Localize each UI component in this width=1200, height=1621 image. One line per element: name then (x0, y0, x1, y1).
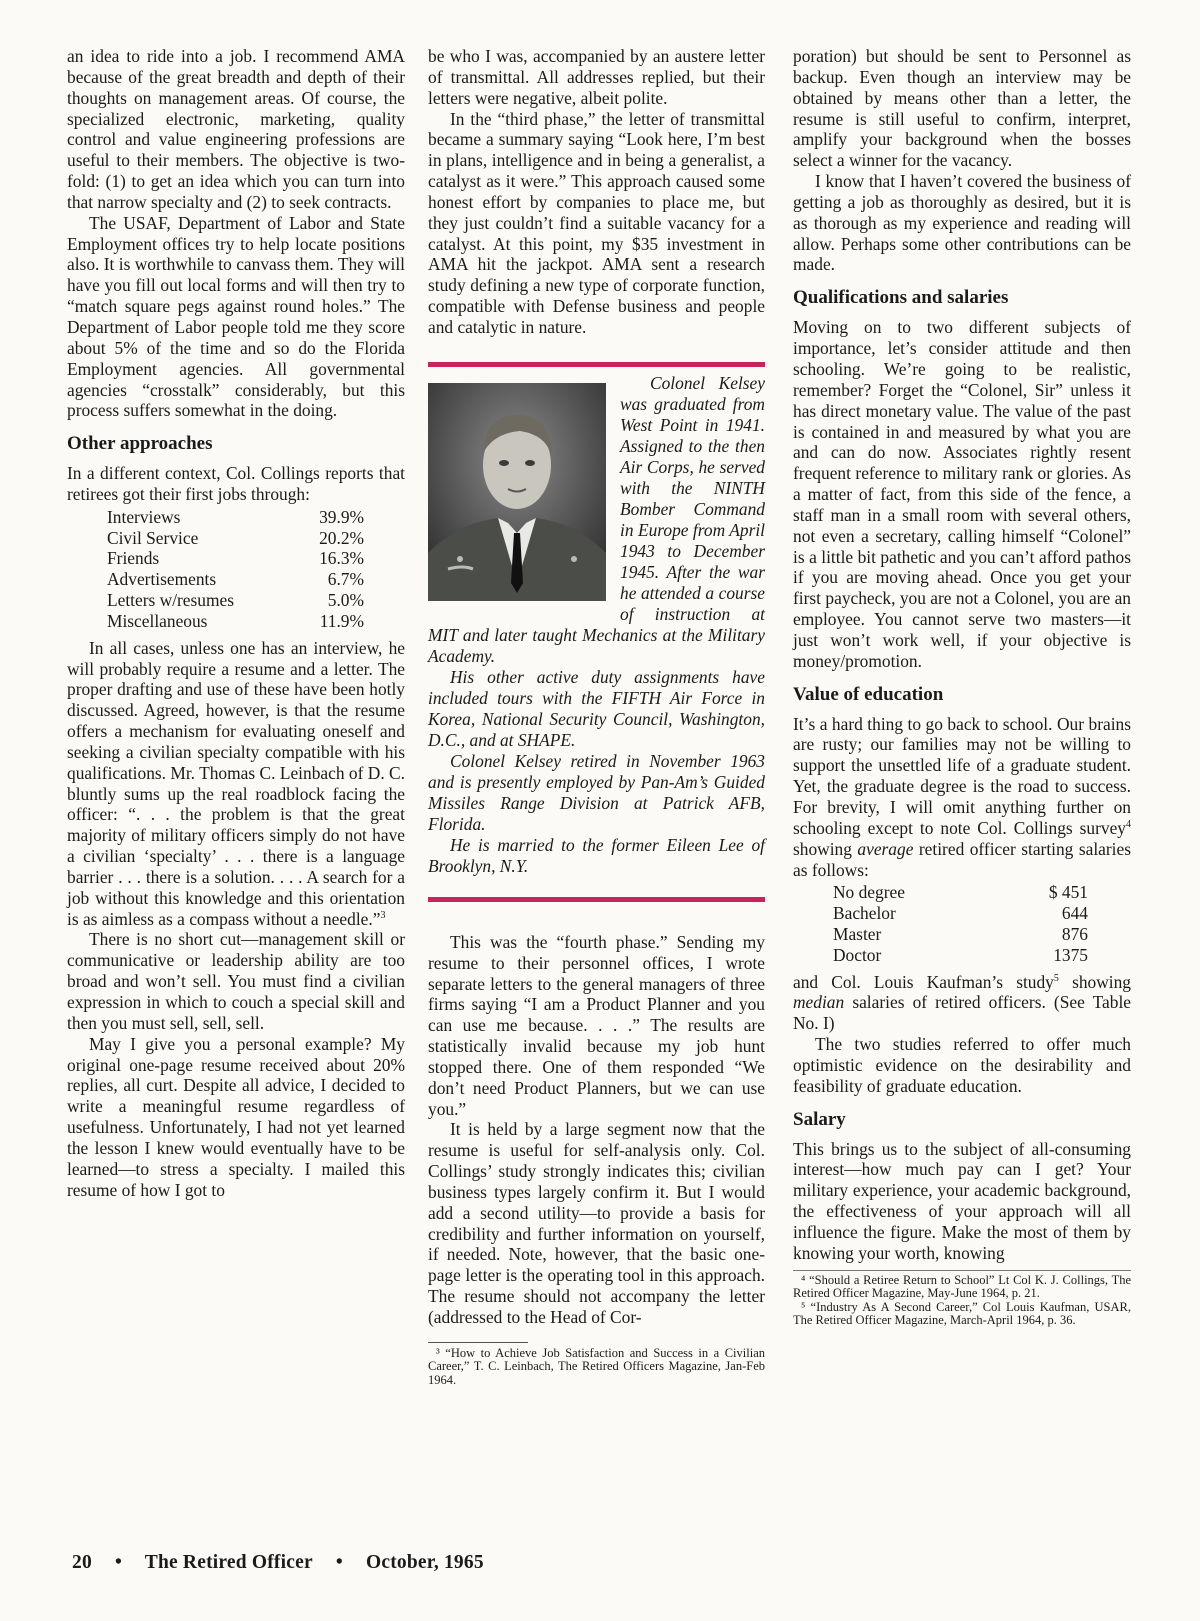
stat-label: Civil Service (107, 527, 199, 548)
footnote-text: ³ “How to Achieve Job Satisfaction and Success in a Civilian Career,” T. C. Leinbach, The Retired Officers Magazine, Jan-Feb 1964. (428, 1345, 765, 1387)
paragraph-text: In all cases, unless one has an interview, he will probably require a resume and a letter. The proper drafting and use of these have been hotly discussed. Agreed, however, is that the resume offers a mechanism for evaluating oneself and seeking a civilian specialty compatible with his qualifications. Mr. Thomas C. Leinbach of D. C. bluntly sums up the real roadblock facing the officer: “. . . the problem is that the great majority of military officers simply do not have a civilian ‘specialty’ . . . there is a language barrier . . . there is a solution. . . . A search for a job without this knowledge and this orientation is as aimless as a compass without a needle.” (67, 637, 405, 929)
salary-label: Bachelor (833, 903, 896, 924)
table-row (107, 507, 364, 528)
page-footer (72, 1552, 502, 1574)
paragraph (793, 714, 1131, 881)
emphasis: average (857, 838, 914, 859)
salary-label: Master (833, 923, 882, 944)
section-heading: Salary (793, 1108, 846, 1130)
paragraph-text: showing (1058, 971, 1132, 992)
paragraph: The two studies referred to offer much optimistic evidence on the desirability and feasibility of graduate education. (793, 1034, 1131, 1096)
table-row (107, 528, 364, 549)
paragraph: I know that I haven’t covered the business of getting a job as thoroughly as desired, but it is as thorough as my experience and reading will allow. Perhaps some other contributions can be made. (793, 171, 1131, 275)
paragraph: This was the “fourth phase.” Sending my resume to their personnel offices, I wrote separate letters to the general managers of three firms saying “I am a Product Planner and you can use me because. . . .” The results are statistically invalid because my job hunt stopped there. One of them responded “We don’t need Product Planners, but we can use you.” (428, 931, 765, 1119)
paragraph: be who I was, accompanied by an austere letter of transmittal. All addresses replied, but their letters were negative, albeit polite. (428, 46, 765, 108)
divider-rule (428, 362, 765, 367)
stat-value: 5.0% (327, 590, 364, 611)
paragraph: poration) but should be sent to Personnel as backup. Even though an interview may be obtained by means other than a letter, the resume is still useful to confirm, interpret, amplify your background when the bosses select a winner for the vacancy. (793, 46, 1131, 171)
section-heading: Qualifications and salaries (793, 287, 1009, 309)
table-row (833, 924, 1088, 945)
paragraph: an idea to ride into a job. I recommend AMA because of the great breadth and depth of their thoughts on management areas. Of course, the specialized electronic, marketing, quality control and value engineering professions are useful to their members. The objective is two-fold: (1) to get an idea which you can turn into that narrow specialty and (2) to seek contracts. (67, 46, 405, 212)
paragraph-text: It’s a hard thing to go back to school. Our brains are rusty; our families may not be willing to support the unsettled life of a graduate student. Yet, the graduate degree is the road to success. For brevity, I will omit anything further on schooling except to note Col. Collings survey (793, 713, 1131, 838)
portrait-image (428, 383, 606, 601)
stat-label: Letters w/resumes (107, 590, 235, 611)
salary-value: 644 (1061, 903, 1088, 924)
stat-label: Interviews (107, 506, 181, 527)
salary-value: 1375 (1053, 944, 1088, 965)
divider-rule (428, 897, 765, 902)
bio-paragraph: His other active duty assignments have included tours with the FIFTH Air Force in Korea, National Security Council, Washington, D.C., and at SHAPE. (428, 666, 765, 750)
column-1 (67, 46, 405, 1200)
stat-label: Friends (107, 548, 160, 569)
footnote-3 (428, 1347, 765, 1388)
bio-paragraph: Colonel Kelsey retired in November 1963 and is presently employed by Pan-Am’s Guided Missiles Range Division at Patrick AFB, Florida. (428, 750, 765, 834)
stat-value: 20.2% (319, 527, 364, 548)
emphasis: median (793, 992, 845, 1013)
footnote-ref: 5 (1053, 972, 1059, 984)
salary-table (833, 882, 1088, 965)
footnote-ref: 3 (380, 909, 386, 921)
bio-paragraph: Colonel Kelsey was graduated from West Point in 1941. Assigned to the then Air Corps, he served with the NINTH Bomber Command in Europe from April 1943 to December 1945. After the war he attended a course of instruction at MIT and later taught Mechanics at the Military Academy. (428, 372, 765, 666)
footer-bullet: • (335, 1552, 343, 1573)
salary-label: No degree (833, 882, 905, 903)
salary-label: Doctor (833, 944, 882, 965)
publication-title: The Retired Officer (144, 1552, 313, 1573)
table-row (107, 611, 364, 632)
footnote-text: ⁴ “Should a Retiree Return to School” Lt Col K. J. Collings, The Retired Officer Magazine, May-June 1964, p. 21. (793, 1272, 1131, 1301)
salary-value: $ 451 (1048, 882, 1088, 903)
issue-date: October, 1965 (365, 1552, 484, 1573)
table-row (107, 548, 364, 569)
stat-value: 11.9% (319, 610, 364, 631)
paragraph: In the “third phase,” the letter of transmittal became a summary saying “Look here, I’m best in plans, intelligence and in being a generalist, a catalyst as it were.” This approach caused some honest effort by companies to place me, but they just couldn’t find a suitable vacancy for a catalyst. At this point, my $35 investment in AMA hit the jackpot. AMA sent a research study defining a new type of corporate function, compatible with Defense business and people and catalytic in nature. (428, 108, 765, 337)
retiree-first-jobs-table (107, 507, 364, 632)
stat-value: 16.3% (319, 548, 364, 569)
footer-bullet: • (114, 1552, 123, 1573)
footnotes-4-5 (793, 1270, 1131, 1328)
paragraph: The USAF, Department of Labor and State Employment offices try to help locate positions also. It is worthwhile to canvass them. They will have you fill out local forms and will then try to “match square pegs against round holes.” The Department of Labor people told me they score about 5% of the time and so do the Florida Employment agencies. All governmental agencies “crosstalk” considerably, but this process suffers somewhat in the doing. (67, 212, 405, 421)
paragraph-text: retired officer starting salaries as follows: (793, 838, 1131, 880)
paragraph: In a different context, Col. Collings reports that retirees got their first jobs through: (67, 463, 405, 505)
paragraph: It is held by a large segment now that the resume is useful for self-analysis only. Col. Collings’ study strongly indicates this; civilian business types largely confirm it. But I would add a second utility—to provide a basis for credibility and further information on yourself, if needed. Note, however, that the basic one-page letter is the operating tool in this approach. The resume should not accompany the letter (addressed to the Head of Cor- (428, 1119, 765, 1327)
paragraph: There is no short cut—management skill or communicative or leadership ability are too broad and won’t sell. You must find a civilian expression in which to couch a special skill and then you must sell, sell, sell. (67, 929, 405, 1033)
column-3 (793, 46, 1131, 1328)
stat-label: Miscellaneous (107, 610, 208, 631)
footnote-ref: 4 (1126, 819, 1131, 831)
table-row (107, 569, 364, 590)
table-row (107, 590, 364, 611)
paragraph-text: salaries of retired officers. (See Table No. I) (793, 992, 1131, 1034)
table-row (833, 945, 1088, 966)
paragraph (793, 972, 1131, 1035)
paragraph: Moving on to two different subjects of importance, let’s consider attitude and then schooling. We’re going to be realistic, remember? Forget the “Colonel, Sir” unless it has direct monetary value. The value of the past is contained in and measured by what you are and can do now. Associates rightly resent frequent reference to military rank or glories. As a matter of fact, from this side of the fence, a staff man in a small room with several others, not even a secretary, calling himself “Colonel” is a little bit pathetic and you can’t afford pathos if you are moving ahead. Once you get your first paycheck, you are not a Colonel, you are an employee. You cannot serve two masters—it just won’t work well, if your objective is money/promotion. (793, 317, 1131, 671)
section-heading: Other approaches (67, 433, 213, 455)
salary-value: 876 (1061, 923, 1088, 944)
author-photo (428, 383, 606, 601)
table-row (833, 882, 1088, 903)
section-heading: Value of education (793, 683, 944, 705)
column-2 (428, 46, 765, 1387)
paragraph-text: showing (793, 838, 858, 859)
paragraph-text: and Col. Louis Kaufman’s study (793, 971, 1054, 992)
stat-label: Advertisements (107, 569, 217, 590)
author-bio-sidebar (428, 373, 765, 877)
paragraph (67, 638, 405, 930)
footnote-text: ⁵ “Industry As A Second Career,” Col Louis Kaufman, USAR, The Retired Officer Magazine, March-April 1964, p. 36. (793, 1299, 1131, 1328)
paragraph: May I give you a personal example? My original one-page resume received about 20% replies, all curt. Despite all advice, I decided to write a meaningful resume regardless of usefulness. Unfortunately, I had not yet learned the lesson I knew would eventually have to be learned—to stress a specialty. I mailed this resume of how I got to (67, 1033, 405, 1200)
paragraph: This brings us to the subject of all-consuming interest—how much pay can I get? Your military experience, your academic background, the effectiveness of your approach will all influence the figure. Make the most of them by knowing your worth, knowing (793, 1138, 1131, 1263)
table-row (833, 903, 1088, 924)
footnote-rule (428, 1342, 528, 1343)
bio-paragraph: He is married to the former Eileen Lee of Brooklyn, N.Y. (428, 834, 765, 876)
page-number: 20 (72, 1552, 92, 1573)
stat-value: 6.7% (327, 569, 364, 590)
stat-value: 39.9% (319, 506, 364, 527)
